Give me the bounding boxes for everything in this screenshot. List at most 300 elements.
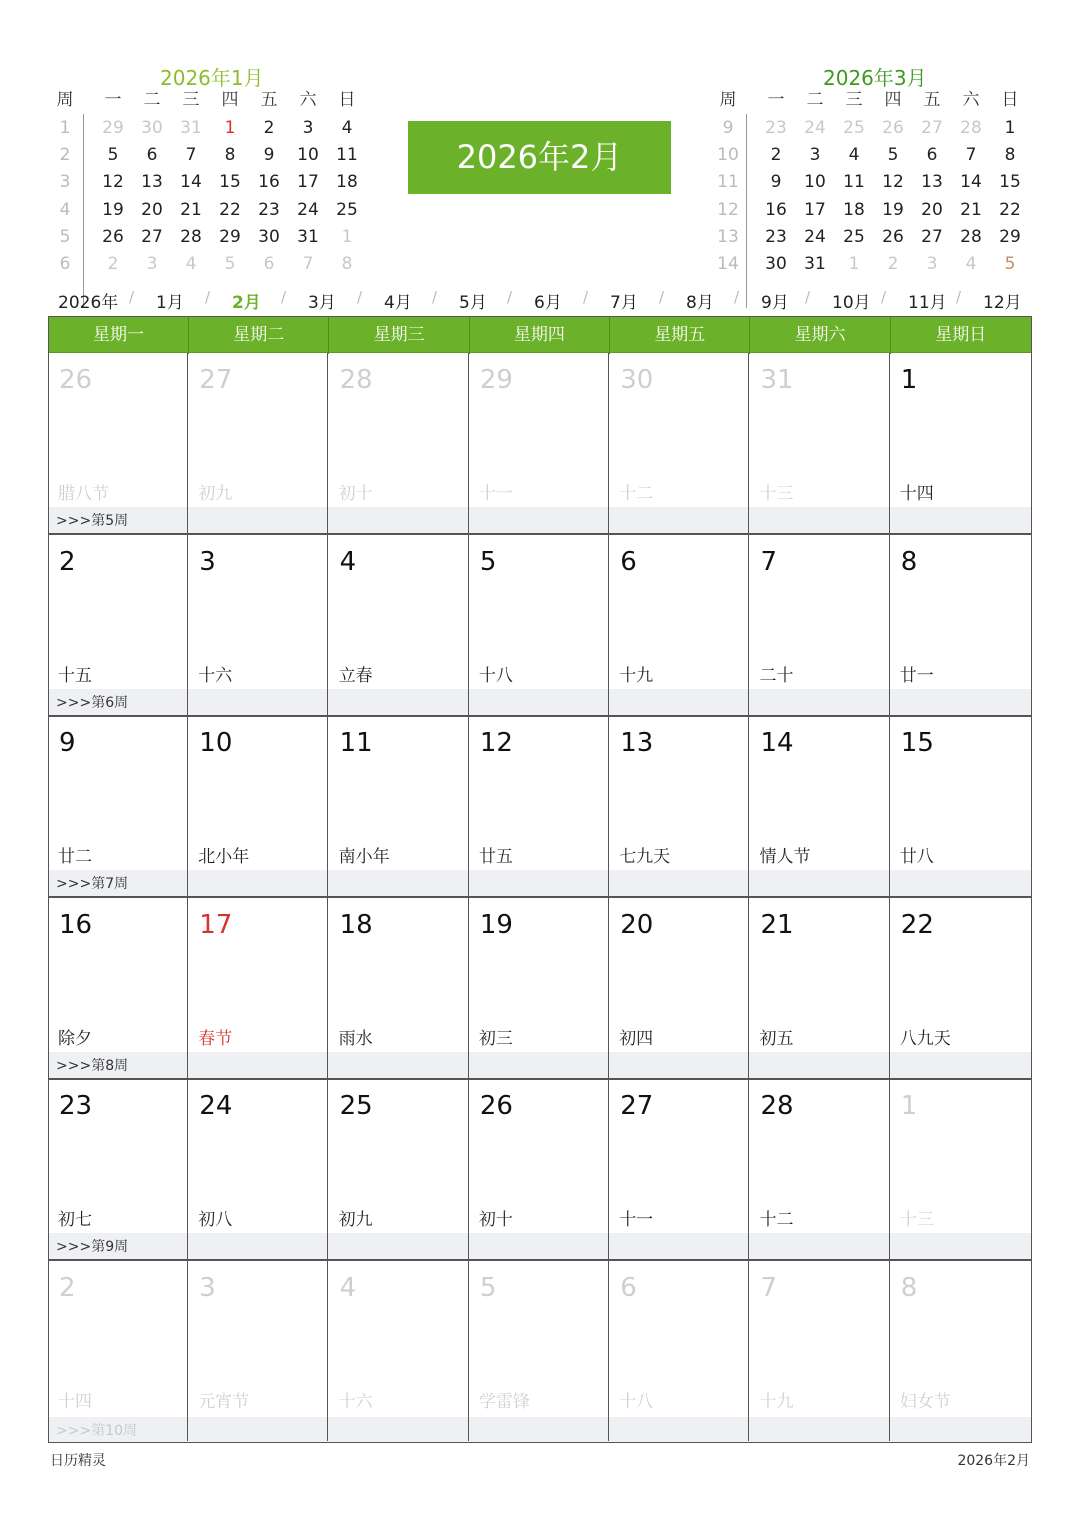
day-number: 19 <box>479 909 513 940</box>
calendar-week-row <box>48 716 1032 898</box>
mini-day[interactable]: 15 <box>999 172 1021 193</box>
mini-day[interactable]: 5 <box>887 145 899 166</box>
mini-day[interactable]: 13 <box>141 172 163 193</box>
mini-week-row <box>719 200 1039 227</box>
mini-day[interactable]: 3 <box>302 118 314 138</box>
day-number: 11 <box>339 728 373 759</box>
day-number: 15 <box>900 728 934 759</box>
mini-calendar-title: 2026年1月 <box>160 66 264 90</box>
mini-day[interactable]: 20 <box>921 199 943 220</box>
day-cell[interactable] <box>750 1261 890 1441</box>
mini-day[interactable]: 12 <box>102 172 124 193</box>
calendar-week-row <box>48 353 1032 535</box>
weekday-header: 星期六 <box>751 317 891 354</box>
day-number: 8 <box>900 1273 918 1303</box>
day-cell[interactable] <box>329 1079 469 1259</box>
nav-separator: / <box>205 288 211 306</box>
day-cell[interactable] <box>329 898 469 1078</box>
lunar-date: 十九 <box>619 665 654 686</box>
mini-day[interactable]: 18 <box>336 172 358 193</box>
mini-day[interactable]: 30 <box>765 254 787 274</box>
lunar-date: 立春 <box>338 665 373 686</box>
mini-week-number: 13 <box>717 226 739 247</box>
day-number: 3 <box>199 1273 216 1303</box>
footer-month: 2026年2月 <box>957 1453 1030 1469</box>
day-number: 22 <box>900 909 934 940</box>
day-number: 27 <box>620 1091 654 1122</box>
mini-day[interactable]: 20 <box>141 199 163 220</box>
lunar-date: 初十 <box>478 1210 513 1231</box>
day-cell[interactable] <box>188 1261 328 1441</box>
day-cell[interactable] <box>890 1261 1030 1441</box>
mini-day[interactable]: 31 <box>180 118 202 138</box>
mini-day[interactable]: 24 <box>297 199 319 220</box>
mini-day[interactable]: 6 <box>263 254 275 274</box>
day-number: 5 <box>479 1273 497 1303</box>
nav-separator: / <box>583 288 589 306</box>
day-cell[interactable] <box>469 1079 609 1259</box>
mini-day[interactable]: 28 <box>180 226 202 247</box>
day-cell[interactable] <box>609 535 749 715</box>
mini-day[interactable]: 25 <box>336 199 358 220</box>
mini-week-row <box>56 172 376 199</box>
lunar-date: 十三 <box>759 484 794 504</box>
nav-month-10[interactable]: 10月 <box>832 293 871 313</box>
day-cell[interactable] <box>750 1079 890 1259</box>
mini-day[interactable]: 7 <box>302 254 314 274</box>
mini-day[interactable]: 13 <box>921 172 943 193</box>
mini-day[interactable]: 26 <box>102 226 124 247</box>
day-number: 24 <box>199 1091 233 1122</box>
calendar-week-row <box>48 898 1032 1080</box>
mini-day[interactable]: 15 <box>219 172 241 193</box>
mini-week-row <box>719 254 1039 281</box>
mini-week-number: 6 <box>59 254 71 274</box>
mini-day[interactable]: 8 <box>224 145 236 166</box>
lunar-date: 十五 <box>58 665 92 686</box>
nav-separator: / <box>129 288 135 306</box>
lunar-date: 初三 <box>478 1028 513 1049</box>
nav-year: 2026年 <box>58 293 119 313</box>
mini-day[interactable]: 6 <box>146 145 158 166</box>
mini-weekday: 日 <box>338 90 356 110</box>
day-number: 25 <box>339 1091 373 1122</box>
footer-brand: 日历精灵 <box>50 1453 106 1469</box>
mini-weekday: 四 <box>884 90 902 110</box>
mini-day[interactable]: 25 <box>843 226 865 247</box>
day-cell[interactable] <box>890 1079 1030 1259</box>
nav-month-8[interactable]: 8月 <box>686 293 714 313</box>
mini-day[interactable]: 6 <box>926 145 938 166</box>
mini-weekday: 一 <box>104 90 122 110</box>
month-calendar <box>48 316 1032 1443</box>
mini-day[interactable]: 31 <box>804 254 826 274</box>
mini-day[interactable]: 2 <box>107 254 119 274</box>
day-number: 1 <box>900 365 918 395</box>
nav-month-9[interactable]: 9月 <box>761 293 789 313</box>
mini-day[interactable]: 24 <box>804 226 826 247</box>
day-cell[interactable] <box>469 535 609 715</box>
mini-week-row <box>56 254 376 281</box>
day-cell[interactable] <box>750 716 890 896</box>
lunar-date: 廿八 <box>899 847 934 868</box>
nav-month-5[interactable]: 5月 <box>459 293 487 313</box>
day-number: 7 <box>760 546 778 577</box>
day-number: 16 <box>59 909 93 940</box>
lunar-date: 元宵节 <box>198 1392 250 1412</box>
day-number: 10 <box>199 728 233 759</box>
mini-day[interactable]: 5 <box>107 145 119 166</box>
day-number: 8 <box>900 546 918 577</box>
mini-calendar-title: 2026年3月 <box>823 66 927 90</box>
day-number: 13 <box>620 728 654 759</box>
day-cell[interactable] <box>609 1079 749 1259</box>
week-label: >>>第5周 <box>56 513 129 529</box>
mini-day[interactable]: 18 <box>843 199 865 220</box>
mini-weekday: 五 <box>923 90 941 110</box>
nav-separator: / <box>805 288 811 306</box>
nav-month-4[interactable]: 4月 <box>384 293 412 313</box>
day-number: 6 <box>620 546 637 577</box>
day-cell[interactable] <box>469 1261 609 1441</box>
mini-day[interactable]: 31 <box>297 226 319 247</box>
lunar-date: 初八 <box>198 1210 233 1231</box>
mini-day[interactable]: 8 <box>1004 145 1016 166</box>
day-cell[interactable] <box>469 716 609 896</box>
mini-day[interactable]: 4 <box>185 254 197 274</box>
nav-month-7[interactable]: 7月 <box>610 293 638 313</box>
day-cell[interactable] <box>48 353 188 533</box>
lunar-date: 十一 <box>619 1210 654 1231</box>
mini-day[interactable]: 2 <box>770 145 782 166</box>
mini-week-row <box>719 118 1039 145</box>
mini-day[interactable]: 16 <box>258 172 280 193</box>
lunar-date: 十四 <box>58 1392 92 1412</box>
lunar-date: 十二 <box>759 1210 794 1231</box>
lunar-date: 十四 <box>899 484 934 504</box>
mini-day[interactable]: 14 <box>180 172 202 193</box>
lunar-date: 春节 <box>198 1028 233 1049</box>
lunar-date: 初七 <box>58 1210 92 1231</box>
day-number: 1 <box>900 1091 918 1122</box>
lunar-date: 七九天 <box>619 847 671 868</box>
week-label: >>>第8周 <box>56 1057 129 1074</box>
lunar-date: 十二 <box>619 484 654 504</box>
day-number: 4 <box>339 1273 357 1303</box>
day-cell[interactable] <box>609 898 749 1078</box>
mini-day[interactable]: 7 <box>185 145 197 166</box>
mini-day[interactable]: 21 <box>960 199 982 220</box>
lunar-date: 十九 <box>759 1392 794 1412</box>
day-cell[interactable] <box>329 1261 469 1441</box>
month-navigation <box>0 286 1080 314</box>
mini-day[interactable]: 5 <box>224 254 236 274</box>
mini-weekday: 五 <box>260 90 278 110</box>
mini-day[interactable]: 1 <box>341 226 353 247</box>
day-cell[interactable] <box>469 898 609 1078</box>
lunar-date: 腊八节 <box>58 484 109 504</box>
week-label: >>>第9周 <box>56 1239 129 1256</box>
mini-day[interactable]: 29 <box>102 118 124 138</box>
day-number: 18 <box>339 909 373 940</box>
month-banner: 2026年2月 <box>408 121 671 194</box>
mini-day[interactable]: 17 <box>804 199 826 220</box>
day-number: 9 <box>59 728 76 759</box>
mini-week-row <box>719 172 1039 199</box>
lunar-date: 南小年 <box>338 847 390 868</box>
mini-week-row <box>56 118 376 145</box>
mini-day[interactable]: 1 <box>224 118 236 138</box>
nav-separator: / <box>881 288 887 306</box>
lunar-date: 北小年 <box>198 847 250 868</box>
lunar-date: 廿五 <box>478 847 513 868</box>
mini-day[interactable]: 23 <box>765 118 787 138</box>
mini-week-number: 14 <box>717 254 739 274</box>
mini-day[interactable]: 21 <box>180 199 202 220</box>
nav-separator: / <box>956 288 962 306</box>
lunar-date: 十八 <box>619 1392 654 1412</box>
day-cell[interactable] <box>890 535 1030 715</box>
mini-day[interactable]: 8 <box>341 254 353 274</box>
mini-day[interactable]: 3 <box>926 254 938 274</box>
lunar-date: 初四 <box>619 1028 654 1049</box>
lunar-date: 十一 <box>478 484 513 504</box>
day-cell[interactable] <box>609 716 749 896</box>
day-cell[interactable] <box>48 535 188 715</box>
nav-separator: / <box>281 288 287 306</box>
mini-weekday: 四 <box>221 90 239 110</box>
mini-day[interactable]: 4 <box>965 254 977 274</box>
weekday-header-row <box>48 316 1032 353</box>
lunar-date: 学雷锋 <box>478 1392 530 1412</box>
day-number: 26 <box>479 1091 513 1122</box>
nav-month-3[interactable]: 3月 <box>308 293 336 313</box>
mini-weekday: 六 <box>962 90 980 110</box>
mini-day[interactable]: 9 <box>770 172 782 193</box>
mini-day[interactable]: 2 <box>263 118 275 138</box>
nav-month-2[interactable]: 2月 <box>232 293 261 313</box>
day-number: 7 <box>760 1273 778 1303</box>
lunar-date: 初五 <box>759 1028 794 1049</box>
mini-week-header: 周 <box>719 90 737 110</box>
day-cell[interactable] <box>750 353 890 533</box>
mini-week-number: 5 <box>59 226 71 247</box>
mini-day[interactable]: 27 <box>141 226 163 247</box>
mini-week-row <box>56 145 376 172</box>
mini-week-number: 11 <box>717 172 739 193</box>
mini-day[interactable]: 14 <box>960 172 982 193</box>
week-label: >>>第7周 <box>56 876 129 893</box>
mini-week-row <box>719 145 1039 172</box>
mini-day[interactable]: 1 <box>848 254 860 274</box>
mini-day[interactable]: 3 <box>809 145 821 166</box>
mini-week-number: 9 <box>722 118 734 138</box>
lunar-date: 二十 <box>759 665 794 686</box>
mini-week-number: 12 <box>717 199 739 220</box>
calendar-week-row <box>48 1261 1032 1443</box>
day-cell[interactable] <box>188 353 328 533</box>
day-cell[interactable] <box>329 353 469 533</box>
lunar-date: 廿一 <box>899 665 934 686</box>
mini-day[interactable]: 19 <box>102 199 124 220</box>
mini-day[interactable]: 29 <box>219 226 241 247</box>
weekday-header: 星期五 <box>610 317 750 354</box>
day-cell[interactable] <box>48 716 188 896</box>
mini-week-header: 周 <box>56 90 74 110</box>
day-number: 4 <box>339 546 357 577</box>
mini-week-row <box>56 200 376 227</box>
mini-day[interactable]: 23 <box>765 226 787 247</box>
mini-week-number: 1 <box>59 118 71 138</box>
mini-day[interactable]: 4 <box>341 118 353 138</box>
day-cell[interactable] <box>890 353 1030 533</box>
weekday-header: 星期四 <box>470 317 610 354</box>
mini-week-number: 2 <box>59 145 71 166</box>
day-cell[interactable] <box>890 898 1030 1078</box>
lunar-date: 初九 <box>338 1210 373 1231</box>
nav-separator: / <box>507 288 513 306</box>
day-cell[interactable] <box>609 353 749 533</box>
day-number: 30 <box>620 365 654 395</box>
lunar-date: 除夕 <box>58 1028 92 1049</box>
mini-day[interactable]: 10 <box>804 172 826 193</box>
mini-day[interactable]: 28 <box>960 226 982 247</box>
day-cell[interactable] <box>188 898 328 1078</box>
calendar-week-row <box>48 1079 1032 1261</box>
mini-day[interactable]: 2 <box>887 254 899 274</box>
mini-day[interactable]: 17 <box>297 172 319 193</box>
nav-separator: / <box>357 288 363 306</box>
mini-week-number: 3 <box>59 172 71 193</box>
day-number: 28 <box>760 1091 794 1122</box>
lunar-date: 十六 <box>198 665 233 686</box>
day-number: 17 <box>199 909 233 940</box>
day-number: 31 <box>760 365 794 395</box>
weekday-header: 星期二 <box>189 317 329 354</box>
day-cell[interactable] <box>890 716 1030 896</box>
day-number: 3 <box>199 546 216 577</box>
mini-week-row <box>719 227 1039 254</box>
day-number: 28 <box>339 365 373 395</box>
nav-month-12[interactable]: 12月 <box>983 293 1022 313</box>
day-cell[interactable] <box>469 353 609 533</box>
mini-weekday-row <box>56 90 376 117</box>
mini-day[interactable]: 11 <box>336 145 358 166</box>
lunar-date: 十八 <box>478 665 513 686</box>
lunar-date: 雨水 <box>338 1028 373 1049</box>
mini-weekday: 日 <box>1001 90 1019 110</box>
mini-day[interactable]: 30 <box>258 226 280 247</box>
lunar-date: 廿二 <box>58 847 92 868</box>
mini-day[interactable]: 29 <box>999 226 1021 247</box>
weekday-header: 星期一 <box>49 317 189 354</box>
nav-separator: / <box>659 288 665 306</box>
mini-day[interactable]: 27 <box>921 226 943 247</box>
lunar-date: 妇女节 <box>899 1392 951 1412</box>
day-number: 14 <box>760 728 794 759</box>
mini-day[interactable]: 19 <box>882 199 904 220</box>
day-cell[interactable] <box>329 716 469 896</box>
day-cell[interactable] <box>188 716 328 896</box>
mini-day[interactable]: 7 <box>965 145 977 166</box>
day-number: 29 <box>479 365 513 395</box>
mini-day[interactable]: 23 <box>258 199 280 220</box>
lunar-date: 十六 <box>338 1392 373 1412</box>
mini-day[interactable]: 25 <box>843 118 865 138</box>
mini-day[interactable]: 5 <box>1004 254 1016 274</box>
day-number: 5 <box>479 546 497 577</box>
mini-day[interactable]: 30 <box>141 118 163 138</box>
day-number: 2 <box>59 1273 76 1303</box>
mini-day[interactable]: 12 <box>882 172 904 193</box>
mini-day[interactable]: 26 <box>882 226 904 247</box>
day-cell[interactable] <box>609 1261 749 1441</box>
mini-day[interactable]: 9 <box>263 145 275 166</box>
mini-day[interactable]: 10 <box>297 145 319 166</box>
day-cell[interactable] <box>750 898 890 1078</box>
mini-weekday: 三 <box>182 90 200 110</box>
mini-day[interactable]: 16 <box>765 199 787 220</box>
mini-day[interactable]: 22 <box>999 199 1021 220</box>
day-cell[interactable] <box>188 535 328 715</box>
day-cell[interactable] <box>329 535 469 715</box>
mini-day[interactable]: 1 <box>1004 118 1016 138</box>
day-number: 26 <box>59 365 93 395</box>
mini-day[interactable]: 4 <box>848 145 860 166</box>
lunar-date: 初九 <box>198 484 233 504</box>
day-number: 2 <box>59 546 76 577</box>
mini-day[interactable]: 26 <box>882 118 904 138</box>
lunar-date: 八九天 <box>899 1028 951 1049</box>
mini-weekday: 六 <box>299 90 317 110</box>
week-label: >>>第10周 <box>56 1423 138 1439</box>
mini-week-number: 10 <box>717 145 739 166</box>
mini-day[interactable]: 3 <box>146 254 158 274</box>
nav-separator: / <box>432 288 438 306</box>
day-cell[interactable] <box>48 1261 188 1441</box>
lunar-date: 十三 <box>899 1210 934 1231</box>
week-label: >>>第6周 <box>56 694 129 711</box>
mini-weekday: 二 <box>806 90 824 110</box>
mini-weekday: 二 <box>143 90 161 110</box>
day-number: 21 <box>760 909 794 940</box>
day-cell[interactable] <box>750 535 890 715</box>
nav-month-1[interactable]: 1月 <box>156 293 184 313</box>
calendar-week-row <box>48 535 1032 717</box>
day-number: 27 <box>199 365 233 395</box>
day-cell[interactable] <box>188 1079 328 1259</box>
mini-day[interactable]: 24 <box>804 118 826 138</box>
mini-week-row <box>56 227 376 254</box>
lunar-date: 情人节 <box>759 847 811 868</box>
day-cell[interactable] <box>48 1079 188 1259</box>
day-number: 20 <box>620 909 654 940</box>
mini-day[interactable]: 11 <box>843 172 865 193</box>
mini-day[interactable]: 27 <box>921 118 943 138</box>
lunar-date: 初十 <box>338 484 373 504</box>
mini-day[interactable]: 28 <box>960 118 982 138</box>
mini-weekday: 三 <box>845 90 863 110</box>
mini-day[interactable]: 22 <box>219 199 241 220</box>
day-cell[interactable] <box>48 898 188 1078</box>
weekday-header: 星期三 <box>330 317 470 354</box>
nav-month-6[interactable]: 6月 <box>534 293 562 313</box>
weekday-header: 星期日 <box>935 325 987 345</box>
day-number: 6 <box>620 1273 637 1303</box>
mini-week-number: 4 <box>59 199 71 220</box>
nav-month-11[interactable]: 11月 <box>908 293 947 313</box>
day-number: 23 <box>59 1091 93 1122</box>
